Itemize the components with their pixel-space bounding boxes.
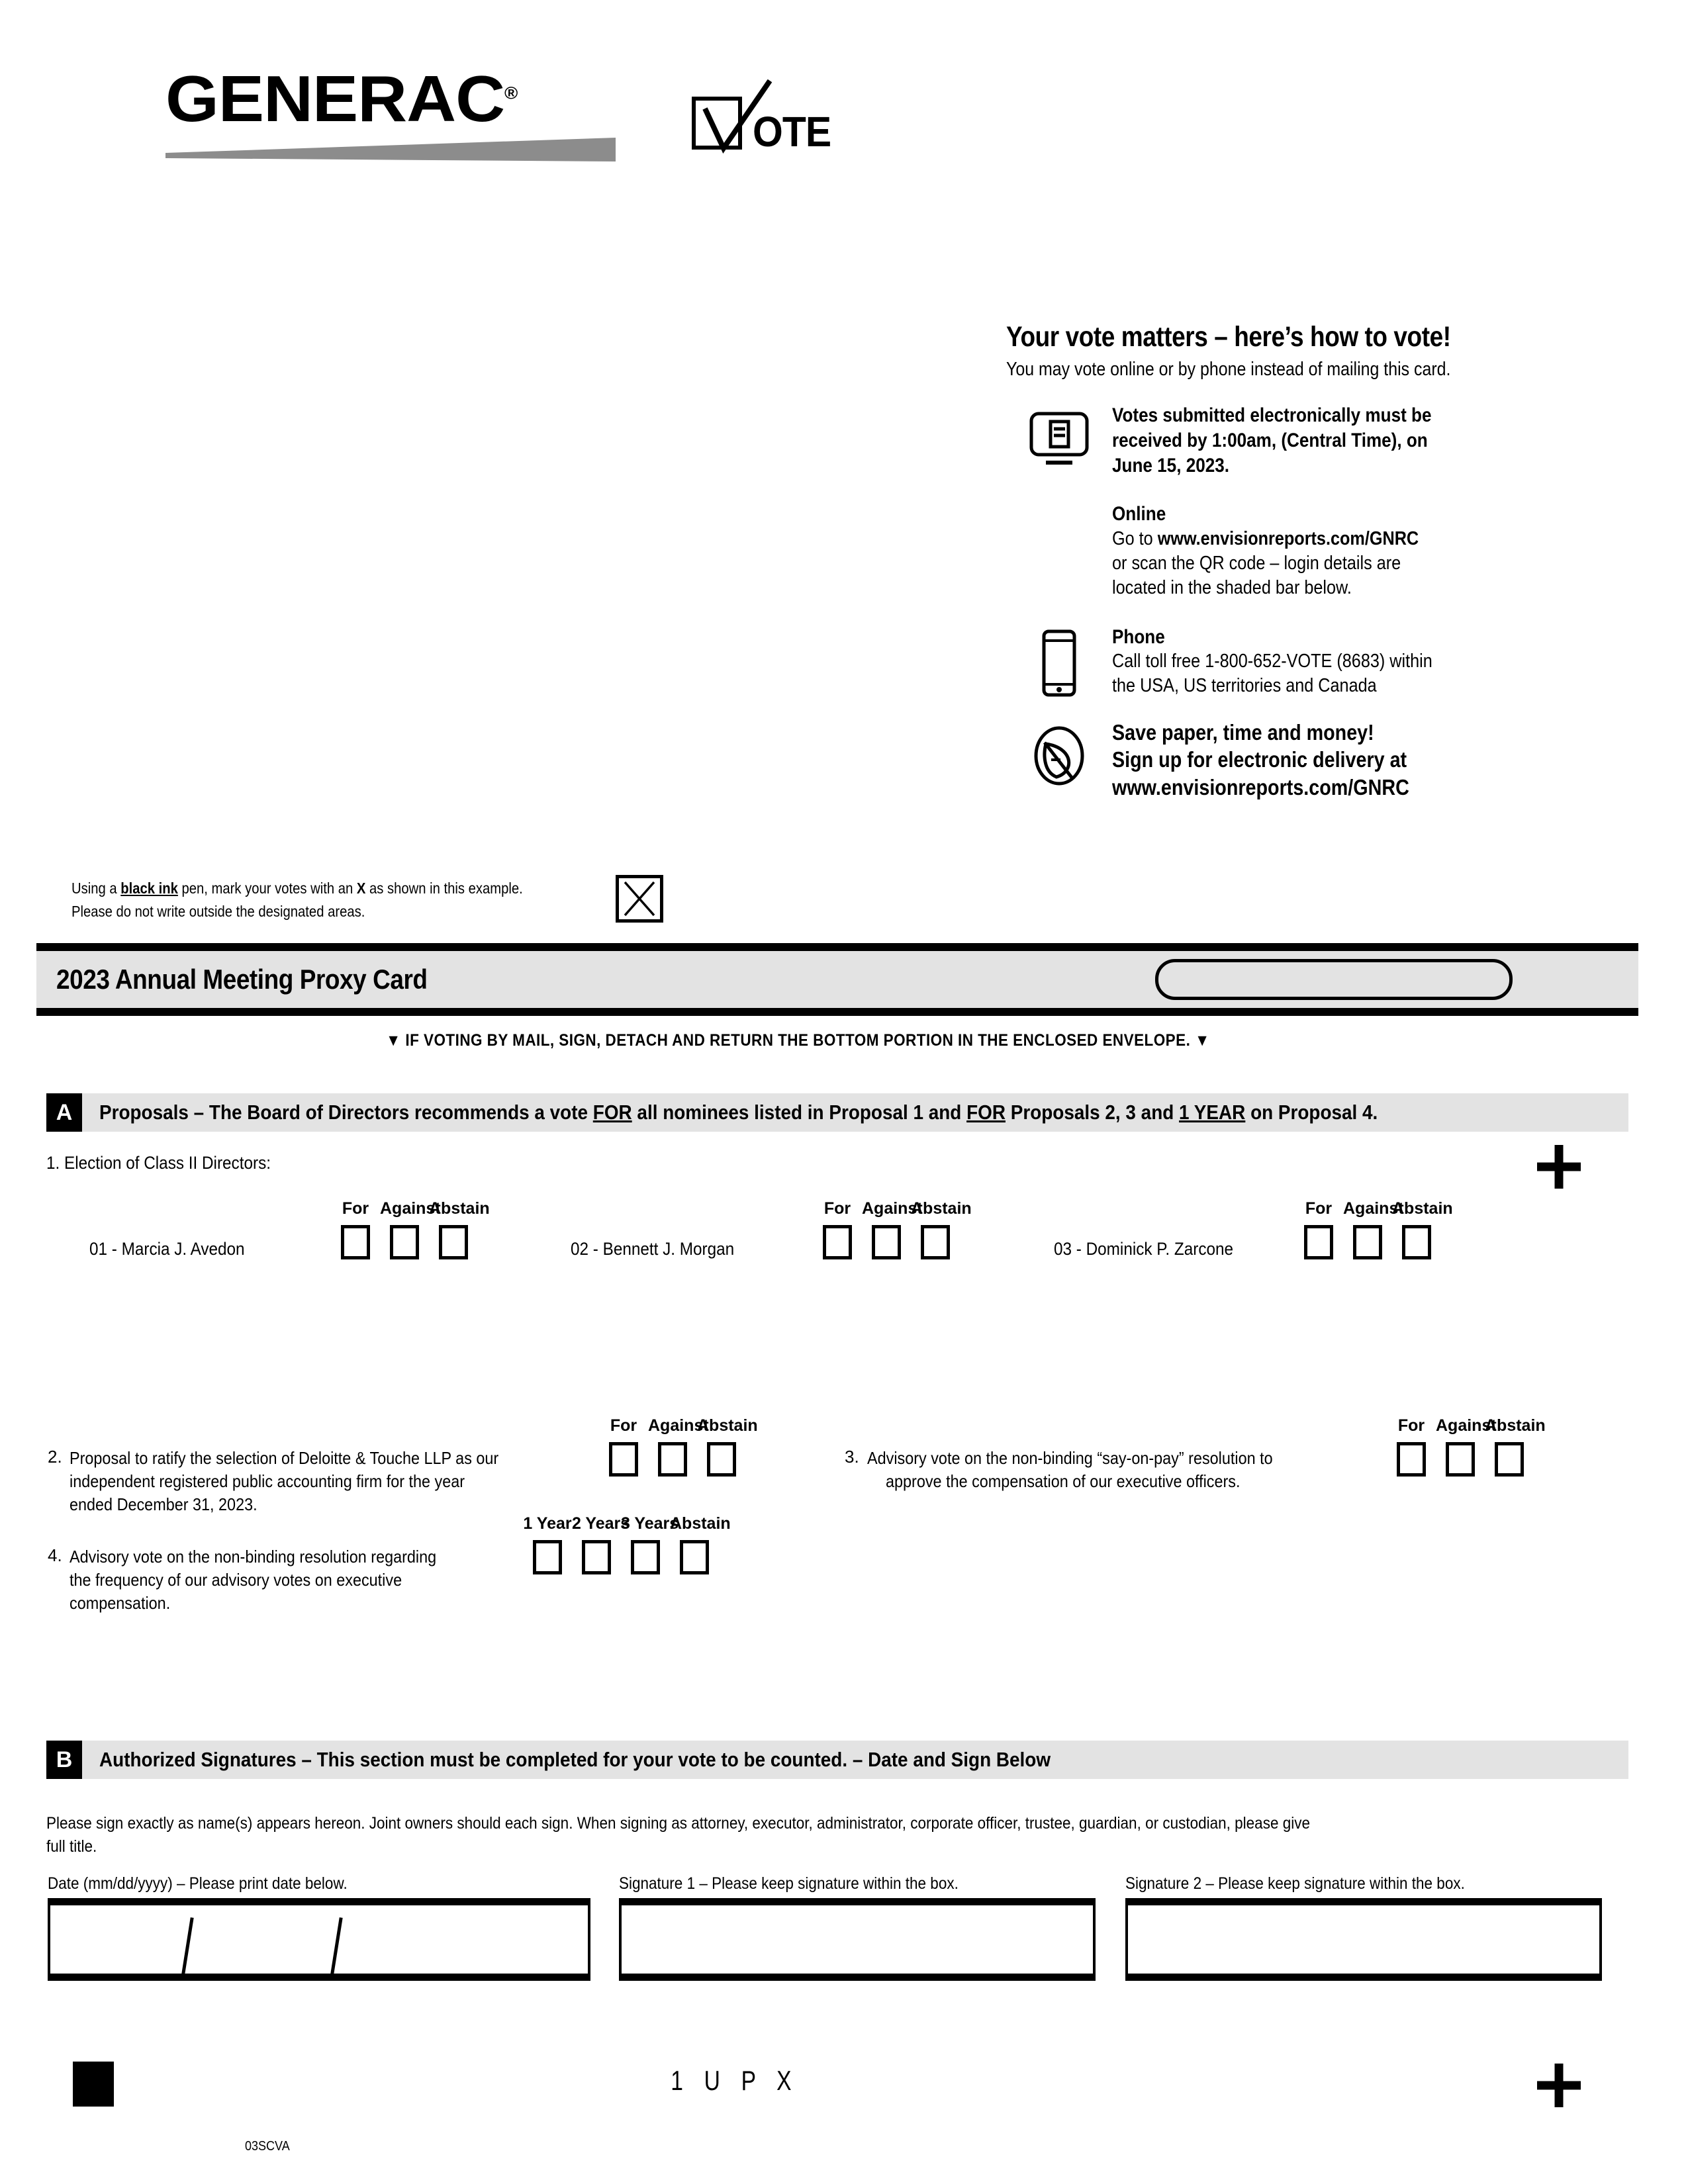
titlebar-band	[36, 951, 1638, 1008]
proposal-4-line-3-text: compensation.	[70, 1593, 171, 1614]
proposal-4-three-years-checkbox[interactable]	[631, 1540, 660, 1574]
proposal-3-for-checkbox[interactable]	[1397, 1442, 1426, 1477]
online-text	[1112, 502, 1642, 600]
nominee-03-against-checkbox[interactable]	[1353, 1225, 1382, 1259]
nominee-02-vote-columns	[813, 1199, 972, 1259]
proposal-3-text	[867, 1447, 1370, 1493]
date-slash-2-icon	[330, 1917, 342, 1974]
nominee-03-for-checkbox[interactable]	[1304, 1225, 1333, 1259]
phone-heading	[1112, 625, 1642, 650]
proposal-3-against-col	[1436, 1416, 1497, 1477]
proposal-4-line-1	[70, 1545, 559, 1569]
nominee-01-name-text: 01 - Marcia J. Avedon	[89, 1239, 245, 1259]
proposal-3-against-checkbox[interactable]	[1446, 1442, 1475, 1477]
save-paper-line-2-text: Sign up for electronic delivery at	[1112, 747, 1407, 772]
marking-instructions	[71, 877, 601, 923]
page-title-text: 2023 Annual Meeting Proxy Card	[56, 964, 428, 995]
section-a-letter: A	[46, 1093, 82, 1132]
save-paper-line-1-text: Save paper, time and money!	[1112, 719, 1374, 745]
proposal-3-for-label: For	[1397, 1416, 1425, 1435]
proposal-4-text	[70, 1545, 559, 1615]
online-heading-text: Online	[1112, 503, 1166, 525]
ink-note-emphasis: black ink	[120, 880, 178, 897]
signature-1-field[interactable]	[619, 1898, 1096, 1981]
proposal-3-line-1-text: Advisory vote on the non-binding “say-on-pay” resolution to	[867, 1448, 1273, 1468]
proposal-2-against-col	[648, 1416, 709, 1477]
online-heading	[1112, 502, 1642, 527]
no-paper-leaf-icon	[1006, 719, 1112, 802]
section-a-heading	[82, 1093, 1628, 1132]
phone-line-2	[1112, 674, 1642, 698]
nominee-01-vote-columns	[331, 1199, 490, 1259]
phone-heading-text: Phone	[1112, 625, 1165, 648]
section-a-heading-for1: FOR	[592, 1101, 632, 1124]
phone-line-1	[1112, 649, 1642, 674]
proposal-3-number: 3.	[845, 1447, 859, 1467]
proposal-2-vote-columns	[599, 1416, 758, 1477]
online-url[interactable]: www.envisionreports.com/GNRC	[1157, 528, 1419, 550]
example-x-mark-icon	[619, 878, 660, 919]
proposal-2-for-col	[599, 1416, 648, 1477]
phone-text	[1112, 625, 1642, 699]
save-paper-line-3	[1112, 774, 1642, 801]
online-line-2-text: or scan the QR code – login details are	[1112, 553, 1401, 574]
online-line-1	[1112, 527, 1642, 551]
save-paper-url[interactable]: www.envisionreports.com/GNRC	[1112, 775, 1409, 800]
proposal-4-abstain-label: Abstain	[670, 1514, 731, 1533]
proposal-4-line-2	[70, 1569, 559, 1592]
nominee-01-abstain-label: Abstain	[429, 1199, 490, 1218]
vote-logo-checkbox-icon	[692, 97, 742, 150]
electronic-line-2	[1112, 428, 1642, 453]
nominee-03-vote-columns	[1294, 1199, 1453, 1259]
proposal-4-two-years-label: 2 Years	[572, 1514, 630, 1533]
nominee-03-name	[1054, 1239, 1253, 1259]
ink-note-line-2-text: Please do not write outside the designated areas.	[71, 902, 365, 920]
marking-instructions-line-2	[71, 900, 601, 923]
date-field[interactable]	[48, 1898, 590, 1981]
nominee-02-against-label: Against	[862, 1199, 923, 1218]
proposal-1-label	[46, 1153, 296, 1173]
vote-instructions-panel	[1006, 321, 1642, 801]
ink-note-part1: Using a	[71, 880, 121, 897]
monitor-icon	[1006, 403, 1112, 478]
control-number-field[interactable]	[1155, 959, 1513, 1000]
registration-plus-mark-top	[1537, 1145, 1581, 1189]
ink-note-part2: pen, mark your votes with an	[177, 880, 357, 897]
proposal-4-vote-columns	[523, 1514, 731, 1574]
detach-instruction	[0, 1031, 1688, 1050]
proposal-4-two-years-checkbox[interactable]	[582, 1540, 611, 1574]
proposal-2-abstain-label: Abstain	[697, 1416, 758, 1435]
save-paper-row	[1006, 719, 1642, 802]
titlebar-bottom-rule	[36, 1008, 1638, 1016]
proposal-4-abstain-col	[670, 1514, 731, 1574]
proposal-3-abstain-label: Abstain	[1485, 1416, 1546, 1435]
proposal-4-three-years-label: 3 Years	[621, 1514, 679, 1533]
signature-2-label	[1125, 1874, 1503, 1893]
section-a-heading-p4: on Proposal 4.	[1245, 1101, 1378, 1124]
nominee-03-against-label: Against	[1343, 1199, 1404, 1218]
proposal-2-line-2	[70, 1470, 592, 1493]
generac-wordmark	[165, 62, 518, 135]
generac-wedge-icon	[165, 138, 616, 161]
nominee-02-against-col	[862, 1199, 923, 1259]
signature-2-label-text: Signature 2 – Please keep signature within the box.	[1125, 1874, 1465, 1893]
proposal-2-for-label: For	[610, 1416, 637, 1435]
vote-logo-text: OTE	[753, 108, 831, 156]
proposal-1-label-text: 1. Election of Class II Directors:	[46, 1153, 271, 1173]
section-b-header	[46, 1741, 1628, 1779]
nominee-02-name	[571, 1239, 753, 1259]
proposal-2-line-2-text: independent registered public accounting firm for the year	[70, 1471, 465, 1492]
nominee-02-for-label: For	[823, 1199, 851, 1218]
example-marked-checkbox	[616, 875, 663, 923]
proposal-2-abstain-checkbox[interactable]	[707, 1442, 736, 1477]
signature-1-label	[619, 1874, 996, 1893]
registered-trademark-icon: ®	[504, 83, 518, 103]
nominee-02-for-checkbox[interactable]	[823, 1225, 852, 1259]
proposal-2-for-checkbox[interactable]	[609, 1442, 638, 1477]
nominee-01-abstain-checkbox[interactable]	[439, 1225, 468, 1259]
save-paper-text	[1112, 719, 1642, 802]
save-paper-line-1	[1112, 719, 1642, 747]
nominee-01-name	[89, 1239, 262, 1259]
vote-logo	[692, 79, 864, 156]
online-goto-label: Go to	[1112, 528, 1158, 550]
signature-instructions-line-2-text: full title.	[46, 1837, 97, 1856]
nominee-01-against-col	[380, 1199, 441, 1259]
proposal-2-against-checkbox[interactable]	[658, 1442, 687, 1477]
footer-form-code-text: 03SCVA	[245, 2139, 290, 2154]
proposal-3-line-2-text: approve the compensation of our executive officers.	[886, 1471, 1241, 1492]
titlebar-top-rule	[36, 943, 1638, 951]
nominee-01-abstain-col	[429, 1199, 490, 1259]
nominee-01-for-label: For	[342, 1199, 369, 1218]
generac-text: GENERAC	[165, 62, 505, 135]
online-icon-spacer	[1006, 502, 1112, 600]
nominee-02-for-col	[813, 1199, 862, 1259]
section-a-heading-for2: FOR	[966, 1101, 1006, 1124]
signature-instructions-line-1	[46, 1812, 1628, 1835]
save-paper-line-2	[1112, 746, 1642, 774]
electronic-line-3	[1112, 453, 1642, 478]
proposal-2-line-3-text: ended December 31, 2023.	[70, 1494, 258, 1515]
nominee-03-against-col	[1343, 1199, 1404, 1259]
nominee-02-abstain-checkbox[interactable]	[921, 1225, 950, 1259]
signature-instructions	[46, 1812, 1628, 1858]
electronic-deadline-text	[1112, 403, 1642, 478]
ink-note-x-mark: X	[356, 880, 366, 897]
signature-1-label-text: Signature 1 – Please keep signature within the box.	[619, 1874, 959, 1893]
vote-matters-subtitle-text: You may vote online or by phone instead of mailing this card.	[1006, 359, 1451, 380]
proposal-4-one-year-label: 1 Year	[523, 1514, 572, 1533]
online-line-3-text: located in the shaded bar below.	[1112, 577, 1352, 599]
section-b-heading-text: Authorized Signatures – This section must be completed for your vote to be counted. – Date and Sign Below	[99, 1748, 1051, 1771]
ink-note-part3: as shown in this example.	[365, 880, 523, 897]
marking-instructions-line-1	[71, 877, 601, 900]
proposal-3-abstain-checkbox[interactable]	[1495, 1442, 1524, 1477]
nominee-01-for-checkbox[interactable]	[341, 1225, 370, 1259]
nominee-02-abstain-label: Abstain	[911, 1199, 972, 1218]
proposal-2-abstain-col	[697, 1416, 758, 1477]
vote-matters-heading-text: Your vote matters – here’s how to vote!	[1006, 321, 1451, 353]
date-slash-1-icon	[181, 1917, 193, 1974]
proposal-3-for-col	[1387, 1416, 1436, 1477]
online-line-3	[1112, 576, 1642, 600]
proposal-4-three-years-col	[621, 1514, 679, 1574]
nominee-01-for-col	[331, 1199, 380, 1259]
electronic-line-3-text: June 15, 2023.	[1112, 454, 1230, 477]
footer-form-code	[245, 2139, 295, 2154]
signature-2-field[interactable]	[1125, 1898, 1602, 1981]
electronic-line-1	[1112, 403, 1642, 428]
proposal-2-line-3	[70, 1493, 592, 1516]
section-a-heading-p3: Proposals 2, 3 and	[1005, 1101, 1180, 1124]
proposal-4-abstain-checkbox[interactable]	[680, 1540, 709, 1574]
date-field-label	[48, 1874, 381, 1893]
proposal-3-abstain-col	[1485, 1416, 1546, 1477]
mobile-phone-icon	[1006, 625, 1112, 699]
proposal-3-line-2	[867, 1470, 1370, 1493]
nominee-01-against-checkbox[interactable]	[390, 1225, 419, 1259]
proposal-4-line-3	[70, 1592, 559, 1615]
proposal-4-number: 4.	[48, 1545, 62, 1565]
proposal-2-line-1	[70, 1447, 592, 1470]
section-a-header	[46, 1093, 1628, 1132]
nominee-02-against-checkbox[interactable]	[872, 1225, 901, 1259]
nominee-02-name-text: 02 - Bennett J. Morgan	[571, 1239, 735, 1259]
registration-plus-mark-bottom	[1537, 2064, 1581, 2107]
proposal-3-against-label: Against	[1436, 1416, 1497, 1435]
proposal-2-number: 2.	[48, 1447, 62, 1467]
proposal-4-one-year-col	[523, 1514, 572, 1574]
proposal-4-one-year-checkbox[interactable]	[533, 1540, 562, 1574]
proposal-4-line-2-text: the frequency of our advisory votes on executive	[70, 1570, 402, 1590]
proposal-4-line-1-text: Advisory vote on the non-binding resolution regarding	[70, 1547, 437, 1567]
generac-logo	[165, 62, 629, 161]
footer-upx-code	[0, 2065, 1470, 2097]
electronic-line-1-text: Votes submitted electronically must be	[1112, 404, 1432, 426]
detach-instruction-text: ▼ IF VOTING BY MAIL, SIGN, DETACH AND RETURN THE BOTTOM PORTION IN THE ENCLOSED ENVELOPE. ▼	[386, 1031, 1211, 1050]
footer-upx-text: 1 U P X	[671, 2065, 799, 2096]
nominee-03-for-label: For	[1305, 1199, 1333, 1218]
nominee-03-name-text: 03 - Dominick P. Zarcone	[1054, 1239, 1234, 1259]
nominee-03-abstain-label: Abstain	[1392, 1199, 1453, 1218]
signature-instructions-line-1-text: Please sign exactly as name(s) appears hereon. Joint owners should each sign. When signing as attorney, executor, administrator, corporate officer, trustee, guardian, or custodian, please give	[46, 1814, 1310, 1833]
proposal-3-vote-columns	[1387, 1416, 1546, 1477]
phone-line-1-text: Call toll free 1-800-652-VOTE (8683) within	[1112, 651, 1432, 672]
proposal-3-line-1	[867, 1447, 1370, 1470]
proposal-4-two-years-col	[572, 1514, 630, 1574]
section-a-heading-p1: Proposals – The Board of Directors recommends a vote	[99, 1101, 593, 1124]
section-b-heading	[82, 1741, 1628, 1779]
vote-matters-subtitle	[1006, 359, 1642, 381]
signature-instructions-line-2	[46, 1835, 1628, 1858]
phone-line-2-text: the USA, US territories and Canada	[1112, 675, 1377, 697]
electronic-line-2-text: received by 1:00am, (Central Time), on	[1112, 429, 1428, 451]
proposal-2-line-1-text: Proposal to ratify the selection of Deloitte & Touche LLP as our	[70, 1448, 499, 1468]
phone-row	[1006, 625, 1642, 699]
nominee-02-abstain-col	[911, 1199, 972, 1259]
nominee-03-for-col	[1294, 1199, 1343, 1259]
online-line-2	[1112, 551, 1642, 576]
proxy-card-titlebar	[36, 943, 1638, 1016]
online-row	[1006, 502, 1642, 600]
proposal-2-text	[70, 1447, 592, 1516]
nominee-03-abstain-checkbox[interactable]	[1402, 1225, 1431, 1259]
date-field-label-text: Date (mm/dd/yyyy) – Please print date below.	[48, 1874, 348, 1893]
section-a-heading-one-year: 1 YEAR	[1179, 1101, 1246, 1124]
section-a-heading-p2: all nominees listed in Proposal 1 and	[632, 1101, 967, 1124]
section-b-letter: B	[46, 1741, 82, 1779]
vote-matters-heading	[1006, 321, 1642, 353]
electronic-deadline-row	[1006, 403, 1642, 478]
page-title	[56, 964, 478, 995]
proposal-2-against-label: Against	[648, 1416, 709, 1435]
nominee-01-against-label: Against	[380, 1199, 441, 1218]
nominee-03-abstain-col	[1392, 1199, 1453, 1259]
